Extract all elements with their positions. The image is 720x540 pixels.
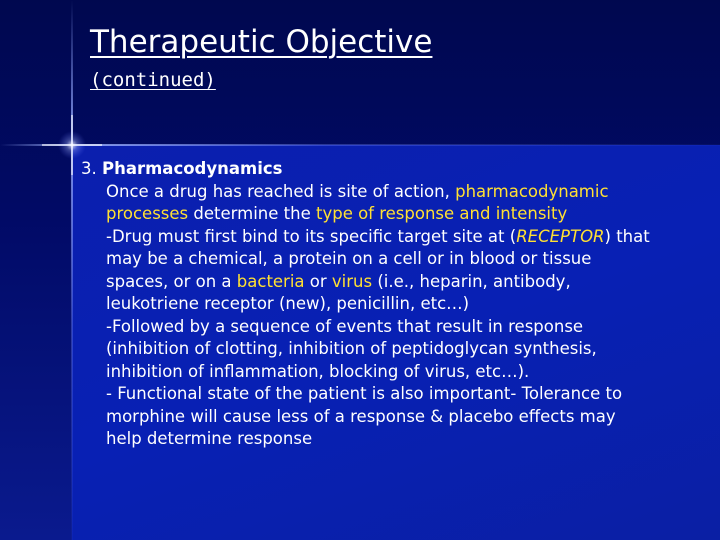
- paragraph-line: [81, 271, 701, 294]
- paragraph-line: [81, 181, 701, 204]
- text-run: determine the: [188, 204, 316, 223]
- paragraph-line: morphine will cause less of a response & placebo effects may: [106, 406, 616, 426]
- paragraph-line: leukotriene receptor (new), penicillin, etc…): [106, 294, 470, 313]
- highlight-text: pharmacodynamic: [455, 181, 609, 201]
- page-subtitle: (continued): [90, 69, 216, 91]
- text-run: (i.e., heparin, antibody,: [372, 271, 571, 291]
- paragraph-line: [81, 203, 701, 226]
- slide-body: [81, 158, 701, 451]
- highlight-text: type of response and intensity: [315, 204, 568, 223]
- text-run: -Drug must first bind to its specific target site at (: [106, 226, 517, 246]
- section-heading: [81, 158, 701, 181]
- section-number: 3.: [81, 159, 102, 178]
- section-label: Pharmacodynamics: [102, 159, 283, 178]
- text-run: Once a drug has reached is site of action,: [106, 181, 456, 201]
- paragraph-line: inhibition of inflammation, blocking of virus, etc…).: [106, 361, 530, 381]
- highlight-text: RECEPTOR: [516, 226, 605, 246]
- paragraph-line: (inhibition of clotting, inhibition of peptidoglycan synthesis,: [106, 339, 597, 358]
- text-run: or: [304, 271, 332, 291]
- text-run: ) that: [604, 226, 650, 246]
- paragraph-line: may be a chemical, a protein on a cell or in blood or tissue: [106, 249, 592, 268]
- highlight-text: bacteria: [236, 271, 305, 291]
- text-run: spaces, or on a: [106, 271, 237, 291]
- vertical-accent-line: [71, 0, 73, 540]
- paragraph-line: -Followed by a sequence of events that result in response: [106, 316, 584, 336]
- highlight-text: virus: [331, 271, 373, 291]
- paragraph-line: help determine response: [106, 429, 313, 448]
- highlight-text: processes: [106, 204, 189, 223]
- horizontal-accent-line: [0, 144, 720, 146]
- paragraph-line: - Functional state of the patient is also important- Tolerance to: [106, 384, 623, 403]
- page-title: Therapeutic Objective: [90, 24, 433, 60]
- paragraph-line: [81, 226, 701, 249]
